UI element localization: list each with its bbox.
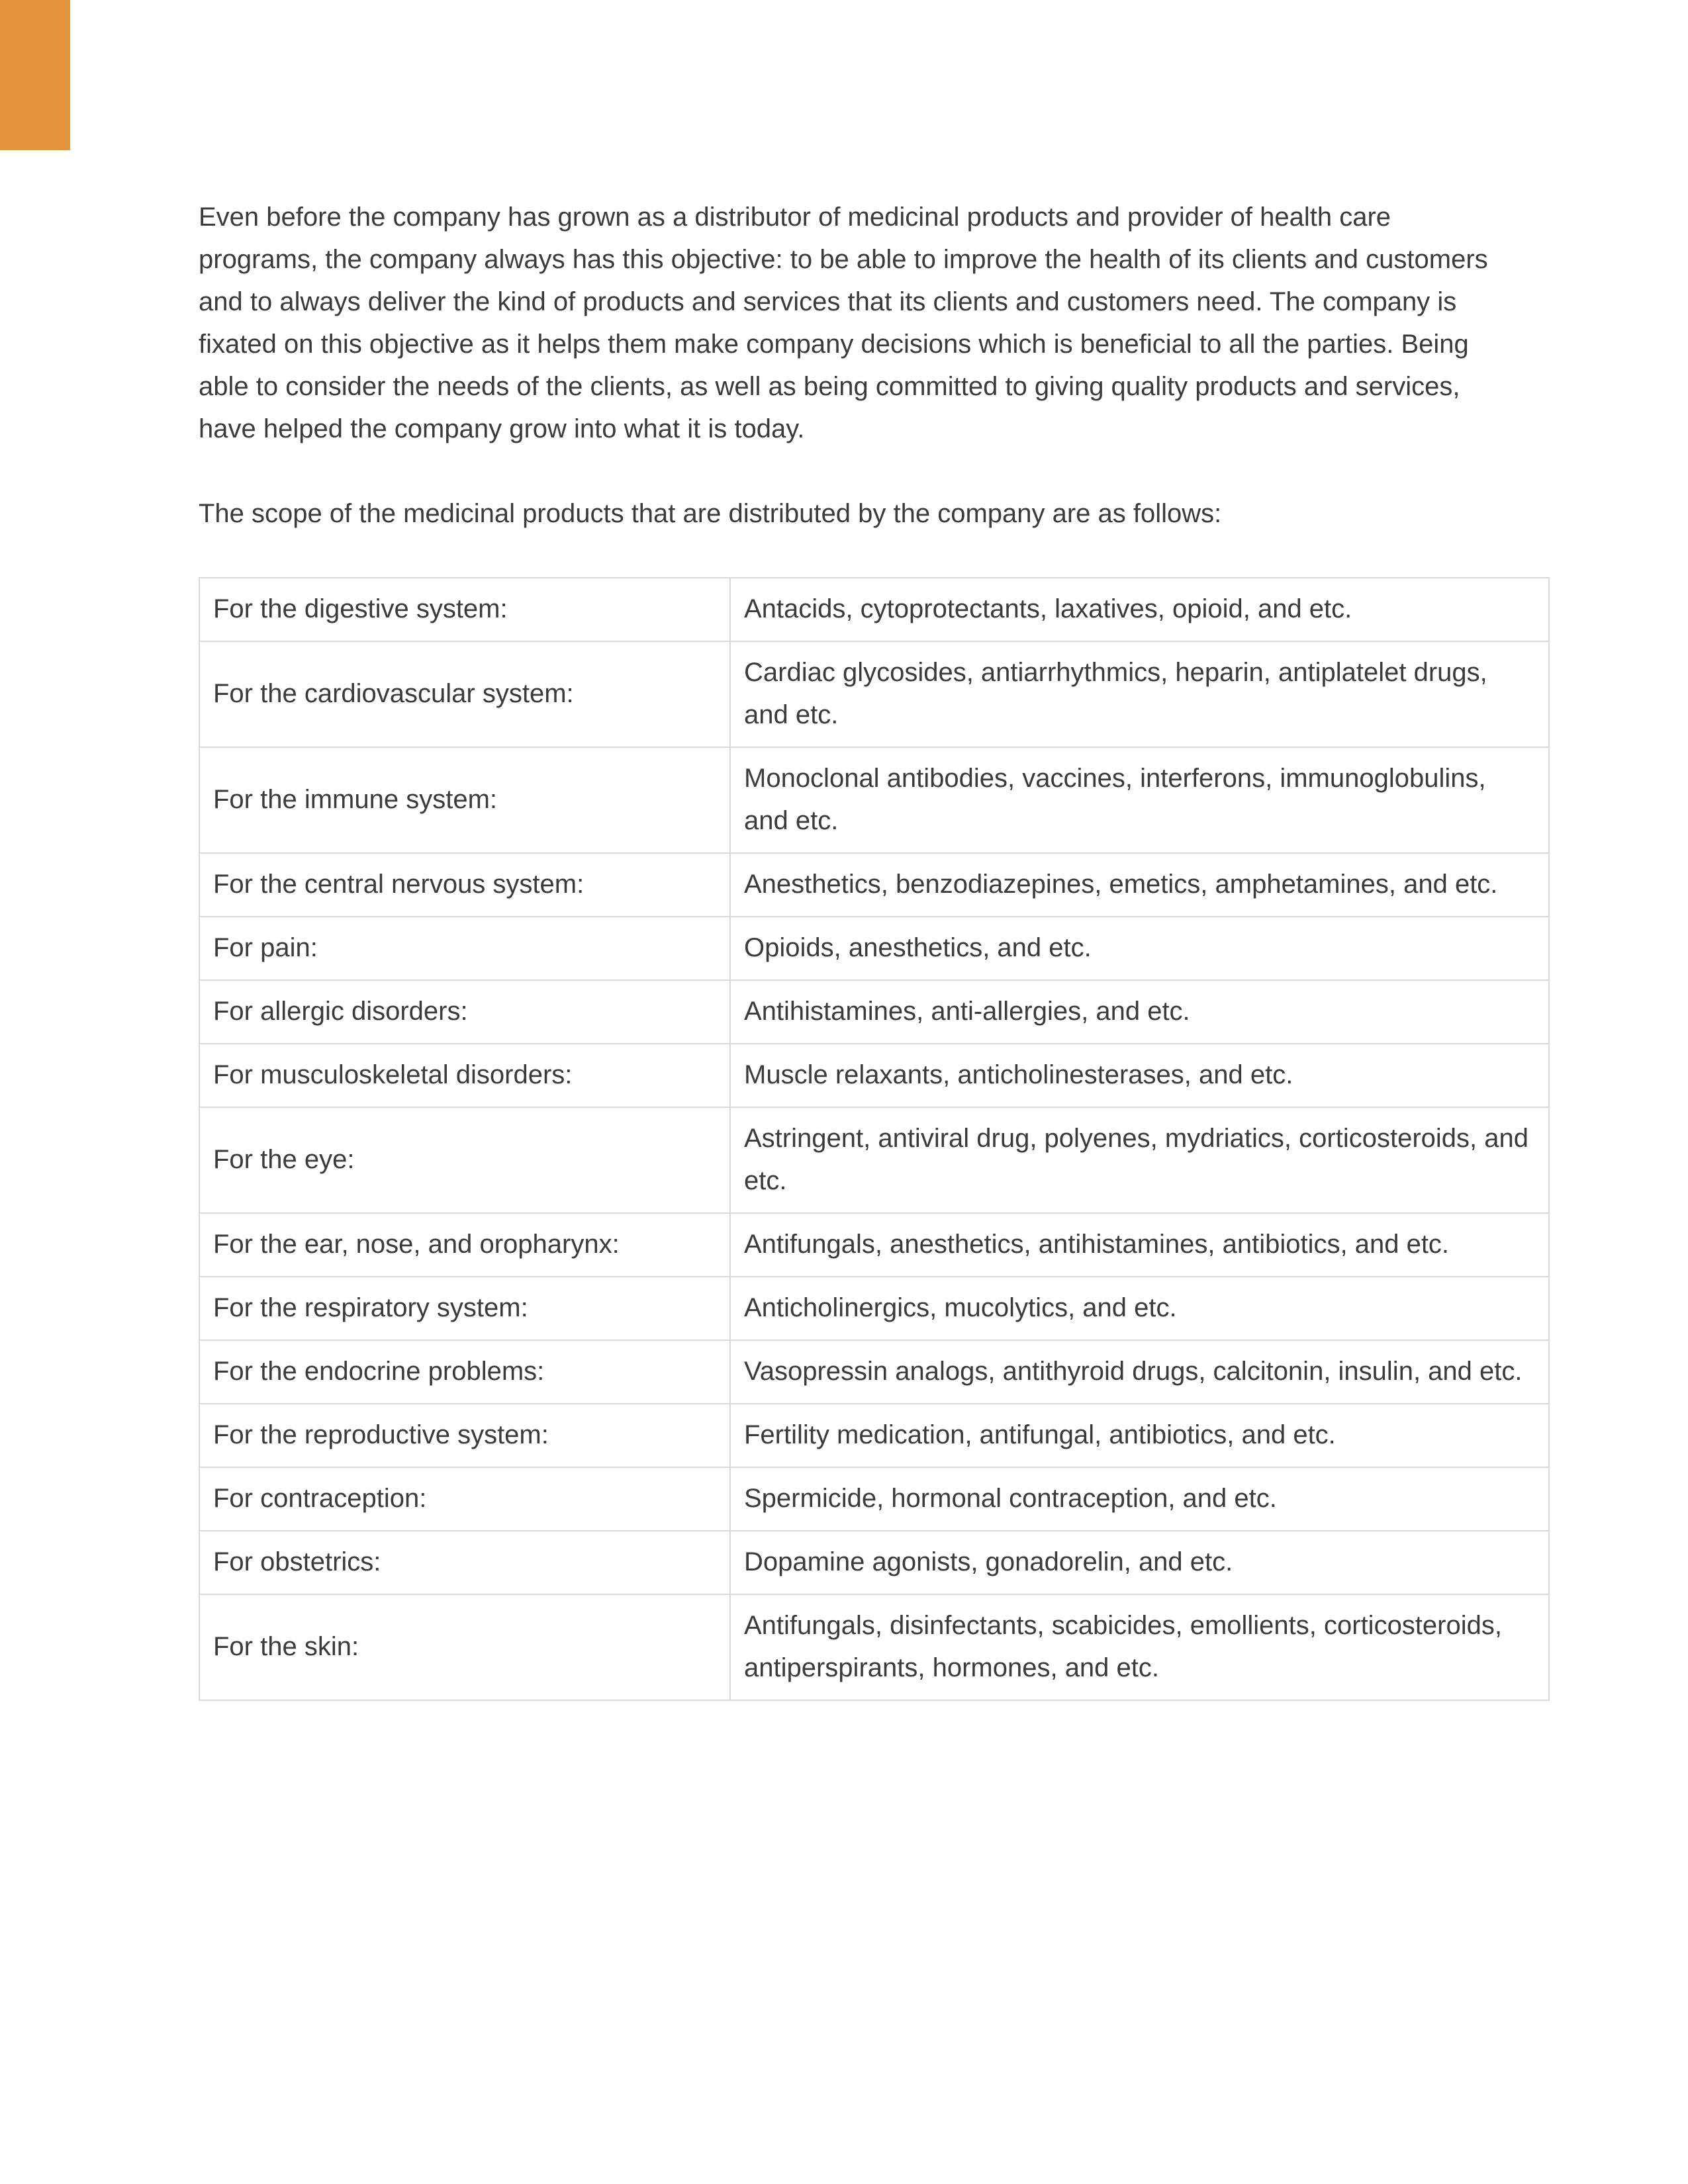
- products-cell: Anesthetics, benzodiazepines, emetics, amphetamines, and etc.: [730, 853, 1549, 917]
- body-system-cell: For the reproductive system:: [199, 1404, 730, 1467]
- table-row: [199, 578, 1549, 641]
- table-row: [199, 1107, 1549, 1213]
- body-system-cell: For the endocrine problems:: [199, 1340, 730, 1404]
- table-row: [199, 1340, 1549, 1404]
- body-system-cell: For contraception:: [199, 1467, 730, 1531]
- table-row: [199, 1277, 1549, 1340]
- products-cell: Muscle relaxants, anticholinesterases, and etc.: [730, 1044, 1549, 1107]
- scope-intro-paragraph: The scope of the medicinal products that are distributed by the company are as follows:: [199, 499, 1222, 528]
- table-row: [199, 1594, 1549, 1700]
- medicinal-products-table: [199, 577, 1550, 1701]
- products-cell: Monoclonal antibodies, vaccines, interferons, immunoglobulins, and etc.: [730, 747, 1549, 853]
- document-body: [199, 196, 1528, 1701]
- orange-accent-tab: [0, 0, 70, 150]
- body-system-cell: For the eye:: [199, 1107, 730, 1213]
- body-system-cell: For the digestive system:: [199, 578, 730, 641]
- intro-paragraph: Even before the company has grown as a distributor of medicinal products and provider of health care programs, the company always has this objective: to be able to improve the health of its clients and customers and to always deliver the kind of products and services that its clients and customers need. The company is fixated on this objective as it helps them make company decisions which is beneficial to all the parties. Being able to consider the needs of the clients, as well as being committed to giving quality products and services, have helped the company grow into what it is today.: [199, 203, 1488, 443]
- products-cell: Astringent, antiviral drug, polyenes, mydriatics, corticosteroids, and etc.: [730, 1107, 1549, 1213]
- body-system-cell: For pain:: [199, 917, 730, 980]
- table-row: [199, 917, 1549, 980]
- body-system-cell: For the immune system:: [199, 747, 730, 853]
- products-cell: Dopamine agonists, gonadorelin, and etc.: [730, 1531, 1549, 1594]
- products-cell: Fertility medication, antifungal, antibiotics, and etc.: [730, 1404, 1549, 1467]
- products-cell: Antihistamines, anti-allergies, and etc.: [730, 980, 1549, 1044]
- table-row: [199, 747, 1549, 853]
- products-cell: Antacids, cytoprotectants, laxatives, opioid, and etc.: [730, 578, 1549, 641]
- body-system-cell: For the ear, nose, and oropharynx:: [199, 1213, 730, 1277]
- products-cell: Spermicide, hormonal contraception, and etc.: [730, 1467, 1549, 1531]
- products-cell: Antifungals, disinfectants, scabicides, emollients, corticosteroids, antiperspirants, hormones, and etc.: [730, 1594, 1549, 1700]
- table-row: [199, 1213, 1549, 1277]
- products-cell: Anticholinergics, mucolytics, and etc.: [730, 1277, 1549, 1340]
- products-cell: Opioids, anesthetics, and etc.: [730, 917, 1549, 980]
- body-system-cell: For the cardiovascular system:: [199, 641, 730, 747]
- table-row: [199, 980, 1549, 1044]
- products-cell: Antifungals, anesthetics, antihistamines, antibiotics, and etc.: [730, 1213, 1549, 1277]
- body-system-cell: For allergic disorders:: [199, 980, 730, 1044]
- body-system-cell: For musculoskeletal disorders:: [199, 1044, 730, 1107]
- body-system-cell: For obstetrics:: [199, 1531, 730, 1594]
- body-system-cell: For the central nervous system:: [199, 853, 730, 917]
- products-cell: Vasopressin analogs, antithyroid drugs, calcitonin, insulin, and etc.: [730, 1340, 1549, 1404]
- body-system-cell: For the respiratory system:: [199, 1277, 730, 1340]
- body-system-cell: For the skin:: [199, 1594, 730, 1700]
- table-row: [199, 1531, 1549, 1594]
- table-row: [199, 1044, 1549, 1107]
- products-cell: Cardiac glycosides, antiarrhythmics, heparin, antiplatelet drugs, and etc.: [730, 641, 1549, 747]
- table-body: [199, 578, 1549, 1700]
- table-row: [199, 853, 1549, 917]
- table-row: [199, 641, 1549, 747]
- table-row: [199, 1467, 1549, 1531]
- table-row: [199, 1404, 1549, 1467]
